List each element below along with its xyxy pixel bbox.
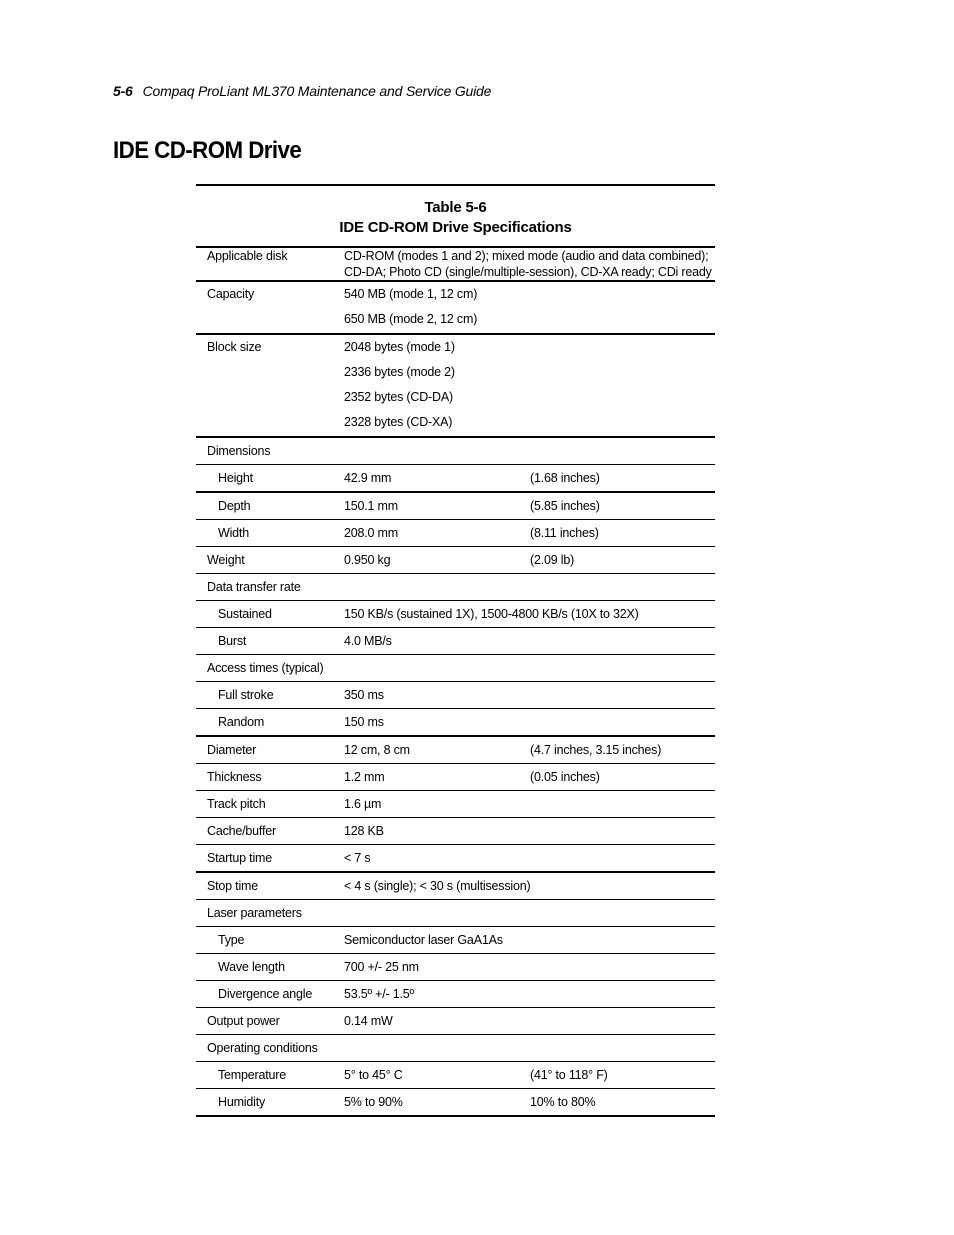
row-value-alt: [530, 817, 715, 844]
spec-table: [196, 246, 715, 1117]
table-row: [196, 519, 715, 546]
row-value-alt: [530, 573, 715, 600]
row-value-alt: 10% to 80%: [530, 1088, 715, 1116]
row-value: 150.1 mm: [344, 492, 530, 520]
row-value-alt: [530, 1034, 715, 1061]
guide-title: Compaq ProLiant ML370 Maintenance and Service Guide: [142, 83, 492, 99]
row-value-alt: (2.09 lb): [530, 546, 715, 573]
row-value-alt: (8.11 inches): [530, 519, 715, 546]
row-value: 208.0 mm: [344, 519, 530, 546]
row-value-alt: [530, 437, 715, 465]
row-value-stack: [344, 281, 715, 334]
table-row: [196, 817, 715, 844]
row-label: Block size: [207, 339, 262, 354]
row-label: Diameter: [196, 736, 344, 764]
row-value: 12 cm, 8 cm: [344, 736, 530, 764]
row-value: 42.9 mm: [344, 464, 530, 492]
row-value: 1.6 µm: [344, 790, 530, 817]
running-header: [113, 83, 491, 99]
row-value-stack: [344, 334, 715, 437]
table-row: [196, 708, 715, 736]
table-row: [196, 1034, 715, 1061]
row-label: Sustained: [196, 600, 344, 627]
row-label: Height: [196, 464, 344, 492]
row-value: 150 ms: [344, 708, 530, 736]
table-row: [196, 654, 715, 681]
row-value: [344, 899, 530, 926]
table-row: [196, 926, 715, 953]
row-value: 4.0 MB/s: [344, 627, 530, 654]
row-value: 540 MB (mode 1, 12 cm): [344, 287, 478, 301]
spec-table-container: [196, 184, 715, 1117]
row-value: [344, 437, 530, 465]
row-value: 53.5º +/- 1.5º: [344, 980, 530, 1007]
row-value-alt: (5.85 inches): [530, 492, 715, 520]
row-label: Weight: [196, 546, 344, 573]
row-value: [344, 573, 530, 600]
row-label: Operating conditions: [196, 1034, 344, 1061]
row-value-alt: [530, 899, 715, 926]
table-row: [196, 573, 715, 600]
row-label: Output power: [196, 1007, 344, 1034]
row-value: 128 KB: [344, 817, 530, 844]
row-label: Track pitch: [196, 790, 344, 817]
row-value: 5° to 45° C: [344, 1061, 530, 1088]
row-label: Temperature: [196, 1061, 344, 1088]
row-value: 2048 bytes (mode 1): [344, 339, 455, 354]
row-value: [344, 654, 530, 681]
row-value-alt: [530, 654, 715, 681]
row-label: Cache/buffer: [196, 817, 344, 844]
row-value: 150 KB/s (sustained 1X), 1500-4800 KB/s (10X to 32X): [344, 600, 715, 627]
table-row: [196, 334, 715, 437]
row-label: Full stroke: [196, 681, 344, 708]
row-label: Burst: [196, 627, 344, 654]
row-value-alt: [530, 1007, 715, 1034]
section-title: IDE CD-ROM Drive: [113, 137, 302, 164]
row-value-alt: [530, 790, 715, 817]
row-value: < 4 s (single); < 30 s (multisession): [344, 872, 715, 900]
table-row: [196, 736, 715, 764]
row-value-alt: [530, 681, 715, 708]
row-value: 5% to 90%: [344, 1088, 530, 1116]
page-number: 5-6: [113, 83, 133, 99]
table-row: [196, 627, 715, 654]
row-label: Random: [196, 708, 344, 736]
table-row: [196, 546, 715, 573]
table-row: [196, 980, 715, 1007]
table-row: [196, 953, 715, 980]
row-label: Stop time: [196, 872, 344, 900]
table-row: [196, 1088, 715, 1116]
row-label: Laser parameters: [196, 899, 344, 926]
row-label: Type: [196, 926, 344, 953]
row-value-alt: [530, 708, 715, 736]
row-label: Applicable disk: [196, 247, 344, 281]
row-label: Wave length: [196, 953, 344, 980]
row-label: Width: [196, 519, 344, 546]
table-row: [196, 844, 715, 872]
row-value: 350 ms: [344, 681, 530, 708]
row-label: Thickness: [196, 763, 344, 790]
row-value: 2328 bytes (CD-XA): [344, 415, 453, 430]
row-value: 1.2 mm: [344, 763, 530, 790]
row-value: 650 MB (mode 2, 12 cm): [344, 312, 478, 327]
row-value: CD-ROM (modes 1 and 2); mixed mode (audio and data combined); CD-DA; Photo CD (single/multiple-session), CD-XA ready; CDi ready: [344, 247, 715, 281]
table-title: IDE CD-ROM Drive Specifications: [339, 219, 572, 236]
table-caption: [196, 186, 715, 246]
table-row: [196, 437, 715, 465]
table-row: [196, 790, 715, 817]
row-value-alt: [530, 926, 715, 953]
table-row: [196, 763, 715, 790]
table-row: [196, 281, 715, 334]
row-value: [344, 1034, 530, 1061]
row-value-alt: (1.68 inches): [530, 464, 715, 492]
row-value: 2336 bytes (mode 2): [344, 364, 455, 379]
row-value-alt: [530, 844, 715, 872]
row-label: Access times (typical): [196, 654, 344, 681]
row-value-alt: (41° to 118° F): [530, 1061, 715, 1088]
row-value-alt: [530, 953, 715, 980]
row-value-alt: (0.05 inches): [530, 763, 715, 790]
table-row: [196, 492, 715, 520]
table-row: [196, 899, 715, 926]
table-row: [196, 1061, 715, 1088]
row-value: 0.14 mW: [344, 1007, 530, 1034]
row-label: Data transfer rate: [196, 573, 344, 600]
row-label: Depth: [196, 492, 344, 520]
row-label: Dimensions: [196, 437, 344, 465]
row-value: < 7 s: [344, 844, 530, 872]
row-value: 0.950 kg: [344, 546, 530, 573]
row-value: 700 +/- 25 nm: [344, 953, 530, 980]
row-label: Capacity: [207, 287, 255, 301]
row-label: Startup time: [196, 844, 344, 872]
table-row: [196, 600, 715, 627]
row-value-alt: [530, 627, 715, 654]
table-row: [196, 247, 715, 281]
row-value-alt: [530, 980, 715, 1007]
row-value-alt: (4.7 inches, 3.15 inches): [530, 736, 715, 764]
row-label: Humidity: [196, 1088, 344, 1116]
row-value: 2352 bytes (CD-DA): [344, 390, 453, 405]
table-number: Table 5-6: [424, 199, 487, 216]
table-row: [196, 681, 715, 708]
table-row: [196, 464, 715, 492]
table-row: [196, 1007, 715, 1034]
table-row: [196, 872, 715, 900]
row-value: Semiconductor laser GaA1As: [344, 926, 530, 953]
row-label: Divergence angle: [196, 980, 344, 1007]
